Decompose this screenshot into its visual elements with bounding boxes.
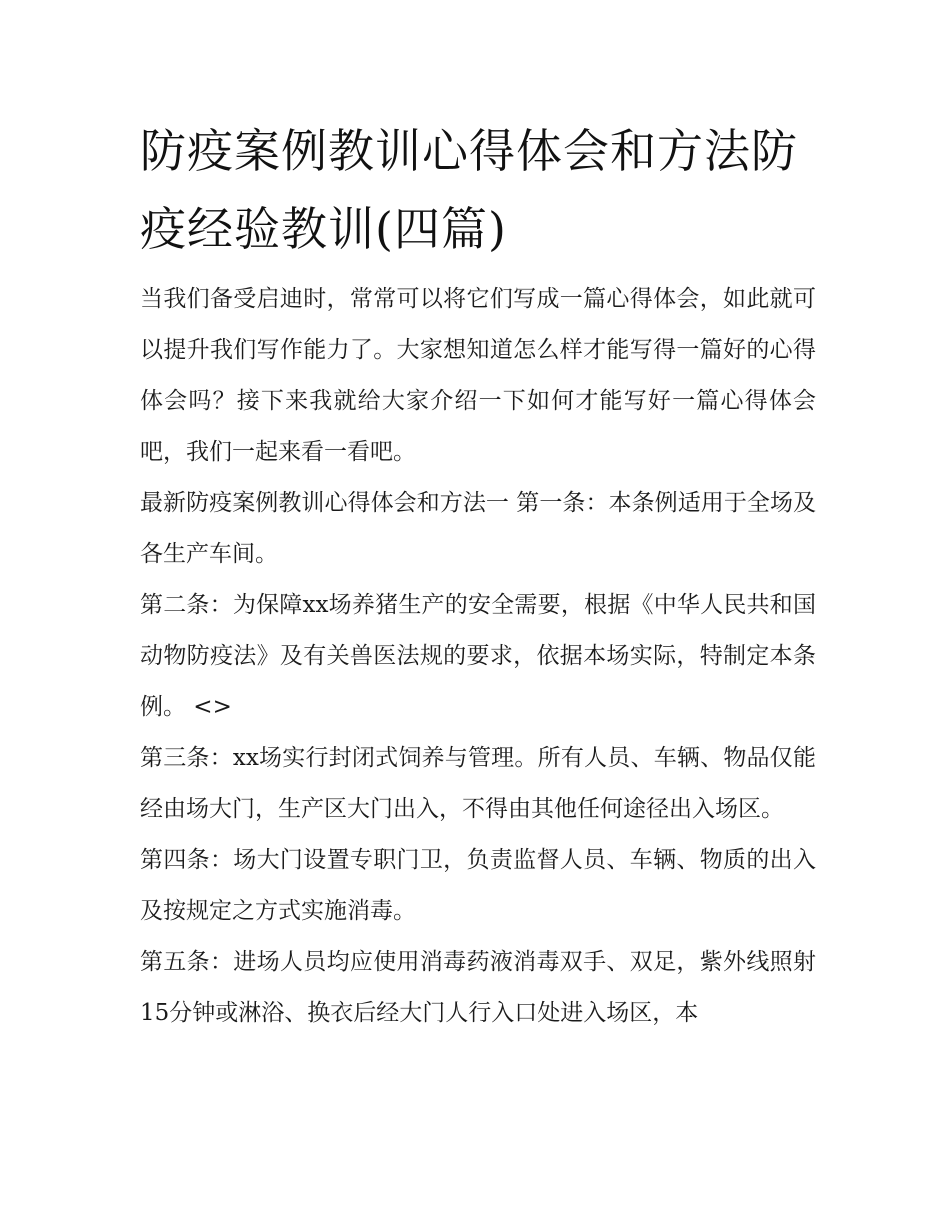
paragraph-article-1: 最新防疫案例教训心得体会和方法一 第一条：本条例适用于全场及各生产车间。 bbox=[140, 490, 816, 567]
paragraph-article-2: 第二条：为保障xx场养猪生产的安全需要，根据《中华人民共和国动物防疫法》及有关兽医法规的要求，依据本场实际，特制定本条例。 <> bbox=[140, 592, 816, 720]
paragraph-article-4: 第四条：场大门设置专职门卫，负责监督人员、车辆、物质的出入及按规定之方式实施消毒。 bbox=[140, 847, 816, 924]
paragraph-intro: 当我们备受启迪时，常常可以将它们写成一篇心得体会，如此就可以提升我们写作能力了。大家想知道怎么样才能写得一篇好的心得体会吗？接下来我就给大家介绍一下如何才能写好一篇心得体会吧，我们一起来看一看吧。 bbox=[140, 286, 816, 465]
document-body bbox=[140, 274, 816, 1039]
document-title: 防疫案例教训心得体会和方法防疫经验教训(四篇) bbox=[140, 124, 798, 256]
paragraph-article-3: 第三条：xx场实行封闭式饲养与管理。所有人员、车辆、物品仅能经由场大门，生产区大门出入，不得由其他任何途径出入场区。 bbox=[140, 745, 816, 822]
paragraph-article-5: 第五条：进场人员均应使用消毒药液消毒双手、双足，紫外线照射15分钟或淋浴、换衣后经大门人行入口处进入场区，本 bbox=[140, 949, 816, 1026]
